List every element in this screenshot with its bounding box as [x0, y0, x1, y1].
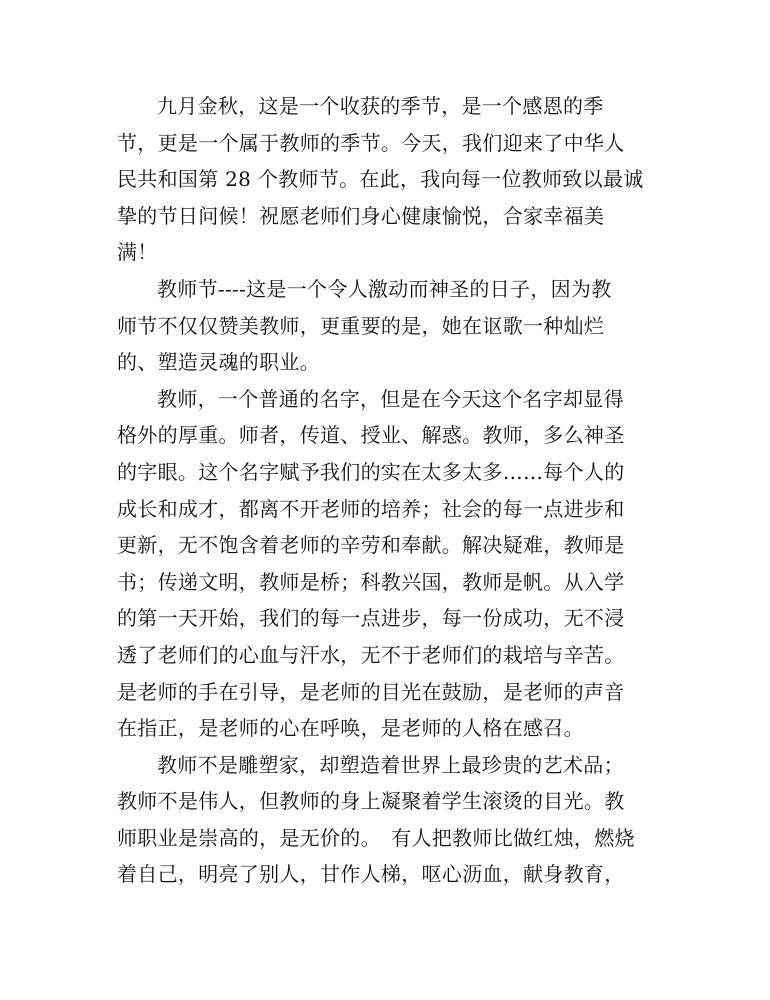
paragraph-line: 教师不是雕塑家，却塑造着世界上最珍贵的艺术品； [157, 752, 624, 777]
paragraph-line: 满！ [117, 240, 158, 265]
paragraph-1 [117, 88, 657, 271]
paragraph-2 [117, 271, 657, 381]
paragraph-line: 着自己，明亮了别人，甘作人梯，呕心沥血，献身教育， [117, 862, 625, 887]
paragraph-line: 教师节----这是一个令人激动而神圣的日子，因为教 [157, 276, 612, 301]
paragraph-line: 的字眼。这个名字赋予我们的实在太多太多……每个人的 [117, 459, 625, 484]
paragraph-line: 节，更是一个属于教师的季节。今天，我们迎来了中华人 [117, 130, 625, 155]
paragraph-line: 九月金秋，这是一个收获的季节，是一个感恩的季 [157, 94, 604, 118]
paragraph-line: 挚的节日问候！祝愿老师们身心健康愉悦，合家幸福美 [117, 203, 605, 228]
document-body [117, 88, 657, 893]
paragraph-line: 的第一天开始，我们的每一点进步，每一份成功，无不浸 [117, 606, 625, 631]
paragraph-line: 教师不是伟人，但教师的身上凝聚着学生滚烫的目光。教 [117, 789, 625, 814]
paragraph-line: 是老师的手在引导，是老师的目光在鼓励，是老师的声音 [117, 679, 625, 704]
paragraph-line: 透了老师们的心血与汗水，无不于老师们的栽培与辛苦。 [117, 642, 625, 667]
paragraph-line: 格外的厚重。师者，传道、授业、解惑。教师，多么神圣 [117, 423, 625, 448]
paragraph-line: 更新，无不饱含着老师的辛劳和奉献。解决疑难，教师是 [117, 533, 625, 558]
paragraph-line: 师节不仅仅赞美教师，更重要的是，她在讴歌一种灿烂 [117, 313, 605, 338]
paragraph-line: 在指正，是老师的心在呼唤，是老师的人格在感召。 [117, 716, 584, 741]
paragraph-line: 书；传递文明，教师是桥；科教兴国，教师是帆。从入学 [117, 569, 625, 594]
paragraph-4 [117, 747, 657, 893]
paragraph-line: 成长和成才，都离不开老师的培养；社会的每一点进步和 [117, 496, 625, 521]
paragraph-line: 师职业是崇高的，是无价的。 有人把教师比做红烛，燃烧 [117, 825, 635, 850]
paragraph-line: 民共和国第 28 个教师节。在此，我向每一位教师致以最诚 [117, 167, 644, 192]
paragraph-line: 的、塑造灵魂的职业。 [117, 350, 320, 375]
paragraph-3 [117, 381, 657, 747]
paragraph-line: 教师，一个普通的名字，但是在今天这个名字却显得 [157, 386, 624, 411]
